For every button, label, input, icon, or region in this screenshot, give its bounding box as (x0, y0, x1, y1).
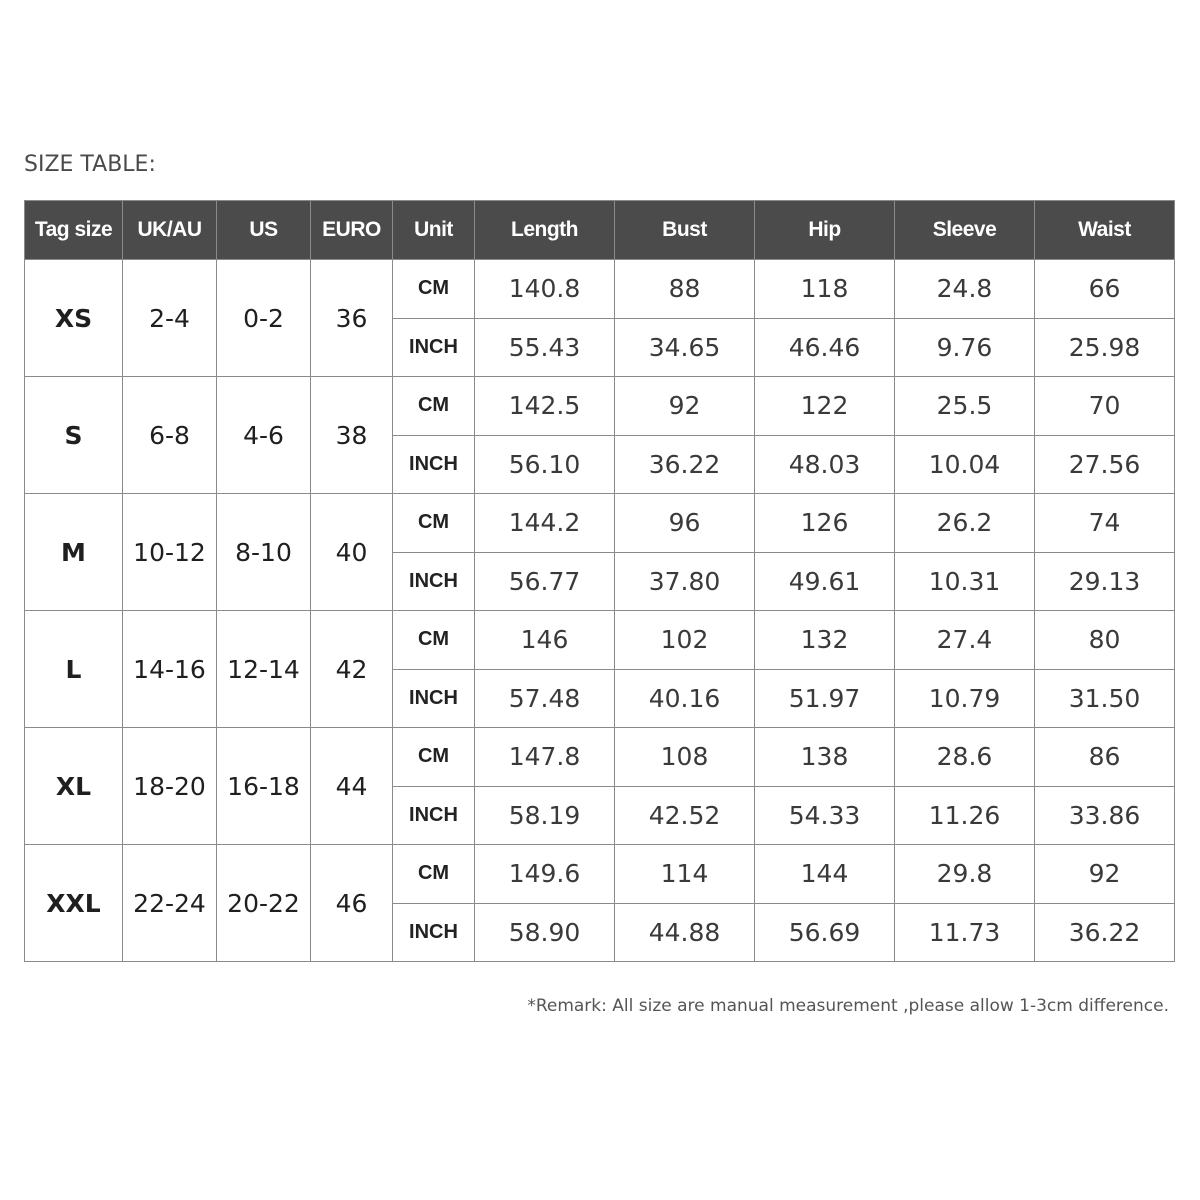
uk-au-cell: 14-16 (123, 611, 217, 728)
header-unit: Unit (393, 201, 475, 260)
table-row (25, 260, 1175, 319)
hip-cell: 144 (755, 845, 895, 904)
uk-au-cell: 2-4 (123, 260, 217, 377)
sleeve-cell: 24.8 (895, 260, 1035, 319)
length-cell: 146 (475, 611, 615, 670)
hip-cell: 48.03 (755, 435, 895, 494)
length-cell: 57.48 (475, 669, 615, 728)
sleeve-cell: 10.31 (895, 552, 1035, 611)
unit-cell: INCH (393, 669, 475, 728)
waist-cell: 33.86 (1035, 786, 1175, 845)
size-table (24, 200, 1175, 962)
remark-note: *Remark: All size are manual measurement ,please allow 1-3cm difference. (527, 996, 1169, 1016)
header-uk-au: UK/AU (123, 201, 217, 260)
unit-cell: INCH (393, 435, 475, 494)
hip-cell: 122 (755, 377, 895, 436)
us-cell: 8-10 (217, 494, 311, 611)
page-title: SIZE TABLE: (24, 152, 156, 177)
bust-cell: 44.88 (615, 903, 755, 962)
tag-size-cell: XS (25, 260, 123, 377)
length-cell: 58.19 (475, 786, 615, 845)
waist-cell: 29.13 (1035, 552, 1175, 611)
unit-cell: INCH (393, 786, 475, 845)
waist-cell: 86 (1035, 728, 1175, 787)
bust-cell: 36.22 (615, 435, 755, 494)
hip-cell: 132 (755, 611, 895, 670)
tag-size-cell: XXL (25, 845, 123, 962)
header-us: US (217, 201, 311, 260)
table-row (25, 845, 1175, 904)
us-cell: 16-18 (217, 728, 311, 845)
uk-au-cell: 22-24 (123, 845, 217, 962)
sleeve-cell: 25.5 (895, 377, 1035, 436)
bust-cell: 40.16 (615, 669, 755, 728)
header-hip: Hip (755, 201, 895, 260)
waist-cell: 31.50 (1035, 669, 1175, 728)
header-waist: Waist (1035, 201, 1175, 260)
sleeve-cell: 27.4 (895, 611, 1035, 670)
table-row (25, 494, 1175, 553)
unit-cell: CM (393, 260, 475, 319)
waist-cell: 36.22 (1035, 903, 1175, 962)
length-cell: 58.90 (475, 903, 615, 962)
length-cell: 144.2 (475, 494, 615, 553)
unit-cell: CM (393, 494, 475, 553)
header-tag-size: Tag size (25, 201, 123, 260)
waist-cell: 92 (1035, 845, 1175, 904)
bust-cell: 102 (615, 611, 755, 670)
unit-cell: CM (393, 611, 475, 670)
unit-cell: CM (393, 845, 475, 904)
length-cell: 147.8 (475, 728, 615, 787)
sleeve-cell: 9.76 (895, 318, 1035, 377)
sleeve-cell: 29.8 (895, 845, 1035, 904)
length-cell: 140.8 (475, 260, 615, 319)
sleeve-cell: 11.26 (895, 786, 1035, 845)
hip-cell: 51.97 (755, 669, 895, 728)
tag-size-cell: L (25, 611, 123, 728)
euro-cell: 46 (311, 845, 393, 962)
euro-cell: 38 (311, 377, 393, 494)
header-row (25, 201, 1175, 260)
euro-cell: 42 (311, 611, 393, 728)
us-cell: 4-6 (217, 377, 311, 494)
us-cell: 20-22 (217, 845, 311, 962)
bust-cell: 34.65 (615, 318, 755, 377)
hip-cell: 118 (755, 260, 895, 319)
table-row (25, 611, 1175, 670)
bust-cell: 96 (615, 494, 755, 553)
waist-cell: 27.56 (1035, 435, 1175, 494)
length-cell: 149.6 (475, 845, 615, 904)
uk-au-cell: 18-20 (123, 728, 217, 845)
unit-cell: CM (393, 728, 475, 787)
header-bust: Bust (615, 201, 755, 260)
us-cell: 12-14 (217, 611, 311, 728)
unit-cell: INCH (393, 318, 475, 377)
bust-cell: 108 (615, 728, 755, 787)
length-cell: 142.5 (475, 377, 615, 436)
hip-cell: 54.33 (755, 786, 895, 845)
unit-cell: CM (393, 377, 475, 436)
euro-cell: 40 (311, 494, 393, 611)
hip-cell: 126 (755, 494, 895, 553)
us-cell: 0-2 (217, 260, 311, 377)
hip-cell: 138 (755, 728, 895, 787)
length-cell: 55.43 (475, 318, 615, 377)
waist-cell: 70 (1035, 377, 1175, 436)
table-row (25, 377, 1175, 436)
waist-cell: 74 (1035, 494, 1175, 553)
length-cell: 56.77 (475, 552, 615, 611)
hip-cell: 46.46 (755, 318, 895, 377)
bust-cell: 114 (615, 845, 755, 904)
sleeve-cell: 26.2 (895, 494, 1035, 553)
header-sleeve: Sleeve (895, 201, 1035, 260)
unit-cell: INCH (393, 552, 475, 611)
sleeve-cell: 10.79 (895, 669, 1035, 728)
hip-cell: 56.69 (755, 903, 895, 962)
table-row (25, 728, 1175, 787)
bust-cell: 88 (615, 260, 755, 319)
unit-cell: INCH (393, 903, 475, 962)
uk-au-cell: 10-12 (123, 494, 217, 611)
sleeve-cell: 10.04 (895, 435, 1035, 494)
bust-cell: 42.52 (615, 786, 755, 845)
header-length: Length (475, 201, 615, 260)
bust-cell: 37.80 (615, 552, 755, 611)
euro-cell: 44 (311, 728, 393, 845)
euro-cell: 36 (311, 260, 393, 377)
sleeve-cell: 28.6 (895, 728, 1035, 787)
bust-cell: 92 (615, 377, 755, 436)
uk-au-cell: 6-8 (123, 377, 217, 494)
tag-size-cell: S (25, 377, 123, 494)
header-euro: EURO (311, 201, 393, 260)
tag-size-cell: XL (25, 728, 123, 845)
waist-cell: 66 (1035, 260, 1175, 319)
sleeve-cell: 11.73 (895, 903, 1035, 962)
waist-cell: 80 (1035, 611, 1175, 670)
hip-cell: 49.61 (755, 552, 895, 611)
waist-cell: 25.98 (1035, 318, 1175, 377)
length-cell: 56.10 (475, 435, 615, 494)
tag-size-cell: M (25, 494, 123, 611)
